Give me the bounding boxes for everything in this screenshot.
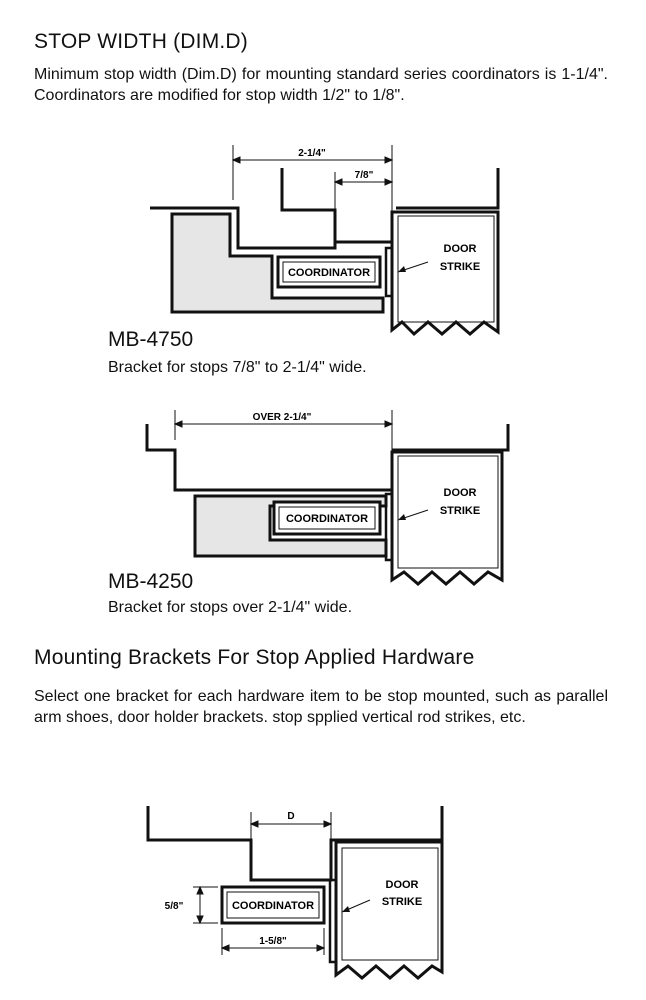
door-label: DOOR [443,243,477,255]
caption-mb-4750: Bracket for stops 7/8" to 2-1/4" wide. [108,359,367,376]
dimension-d-label: D [287,811,295,822]
mounting-brackets-paragraph: Select one bracket for each hardware item to be stop mounted, such as parallel arm shoes, door holder brackets. stop spplied vertical rod strikes, etc. [34,688,608,726]
coordinator-label: COORDINATOR [285,513,369,525]
dimension-five-eighths [193,887,218,923]
strike-label: STRIKE [439,505,481,517]
diagram-mb-4750 [0,140,646,340]
diagram-stop-applied [0,795,646,995]
stop-width-paragraph: Minimum stop width (Dim.D) for mounting standard series coordinators is 1-1/4". Coordinators are modified for stop width 1/2" to 1/8". [34,66,608,104]
dimension-over-label: OVER 2-1/4" [252,412,312,423]
coordinator-label: COORDINATOR [287,267,371,279]
dimension-five-eighths-label: 5/8" [164,901,184,912]
coordinator-label: COORDINATOR [231,900,315,912]
section-heading-mounting-brackets: Mounting Brackets For Stop Applied Hardware [34,646,475,669]
stop-profile [335,210,392,242]
door-outline [336,842,442,978]
caption-mb-4250: Bracket for stops over 2-1/4" wide. [108,599,353,616]
model-mb-4750: MB-4750 [108,328,194,351]
diagram-mb-4250 [0,400,646,590]
dimension-inner-label: 7/8" [354,170,374,181]
door-outline [392,452,502,584]
door-label: DOOR [443,487,477,499]
model-mb-4250: MB-4250 [108,570,194,593]
dimension-outer-label: 2-1/4" [298,148,326,159]
dimension-one-five-eighths-label: 1-5/8" [259,936,287,947]
strike-label: STRIKE [381,896,423,908]
section-heading-stop-width: STOP WIDTH (DIM.D) [34,30,248,53]
door-outline [392,212,498,334]
strike-label: STRIKE [439,261,481,273]
door-label: DOOR [385,879,419,891]
